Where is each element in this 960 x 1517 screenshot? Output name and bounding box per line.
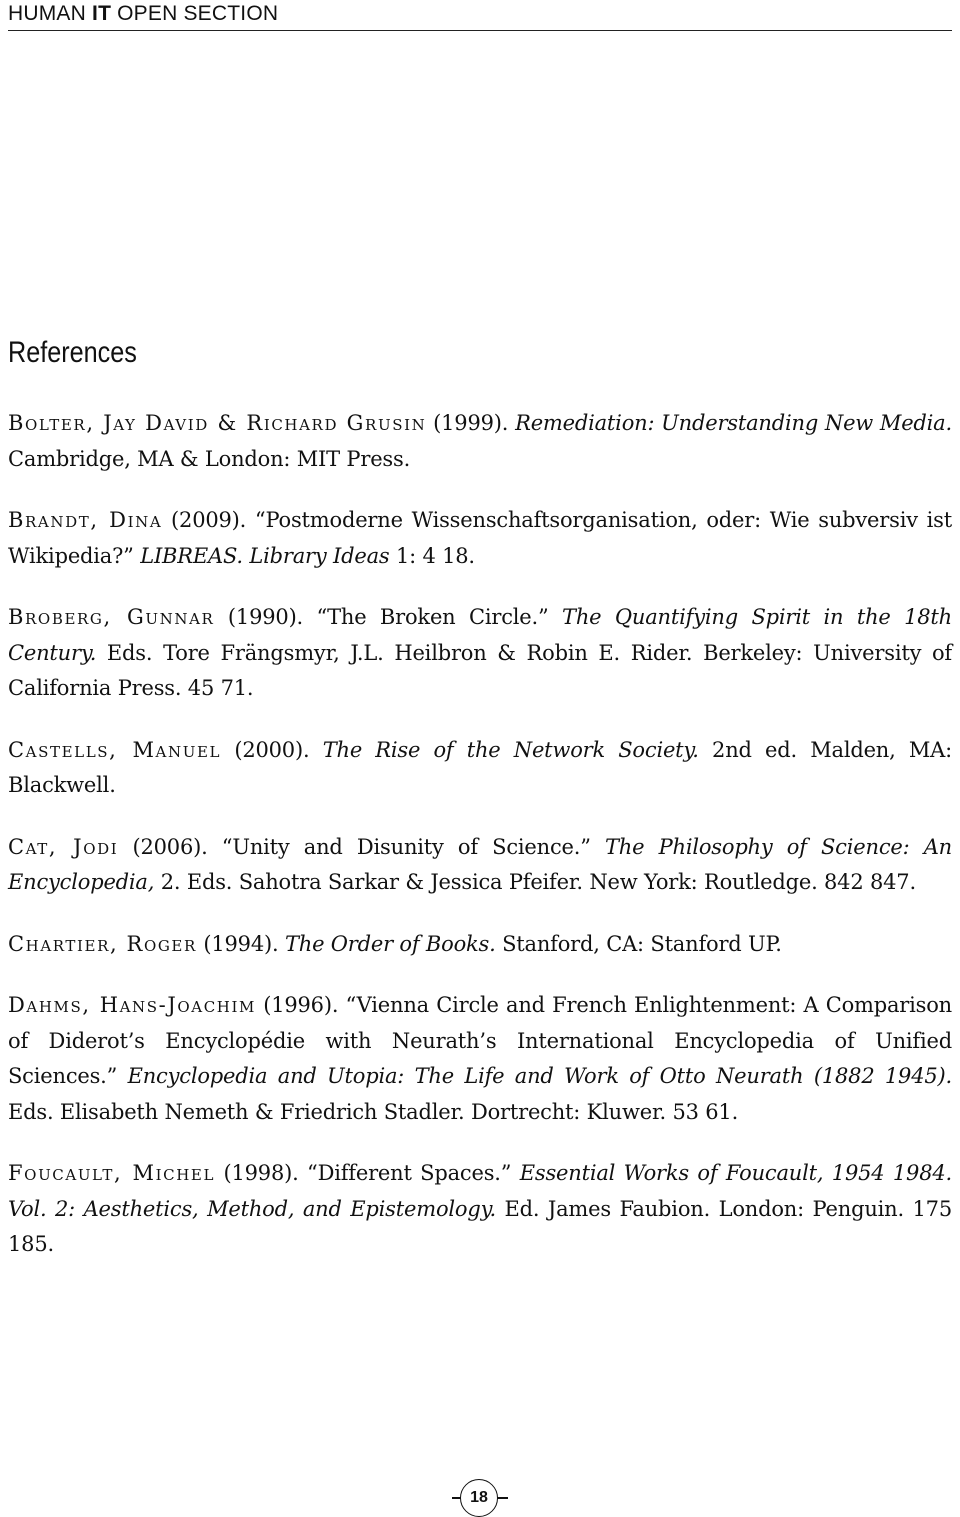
reference-title: Essential Works of Foucault, 1954 1984. Vol. 2: Aesthetics, Method, and Epistemology. xyxy=(8,1161,952,1221)
reference-title: Remediation: Understanding New Media. xyxy=(515,411,952,435)
reference-title: The Order of Books. xyxy=(284,931,496,956)
reference-title: Encyclopedia and Utopia: The Life and Work of Otto Neurath (1882 1945). xyxy=(127,1064,952,1088)
reference-entry xyxy=(8,733,952,804)
reference-text: 2nd ed. Malden, MA: Blackwell. xyxy=(8,737,952,797)
reference-text: (1998). “Different Spaces.” xyxy=(215,1161,520,1185)
reference-text: Cambridge, MA & London: MIT Press. xyxy=(8,446,411,471)
reference-entry xyxy=(8,988,952,1130)
header-part-2: IT xyxy=(92,2,112,25)
reference-text: (2000). xyxy=(221,737,323,762)
reference-entry xyxy=(8,600,952,707)
reference-author: Broberg, Gunnar xyxy=(8,605,215,629)
reference-entry xyxy=(8,830,952,901)
reference-author: Chartier, Roger xyxy=(8,931,197,956)
reference-title: The Philosophy of Science: An Encyclopedia, xyxy=(8,834,952,894)
reference-title: The Quantifying Spirit in the 18th Century. xyxy=(8,605,952,665)
reference-text: (1996). “Vienna Circle and French Enlightenment: A Comparison of Diderot’s Encyclopédie with Neurath’s International Encyclopedia of Unified Sciences.” xyxy=(8,993,952,1088)
reference-title: The Rise of the Network Society. xyxy=(322,737,699,762)
reference-text: (2006). “Unity and Disunity of Science.” xyxy=(118,834,605,859)
section-title: References xyxy=(8,336,137,369)
reference-author: Bolter, Jay David & Richard Grusin xyxy=(8,411,427,435)
reference-title: LIBREAS. Library Ideas xyxy=(140,543,390,568)
header-part-1: HUMAN xyxy=(8,2,93,25)
page-number-footer xyxy=(0,1476,960,1516)
reference-author: Cat, Jodi xyxy=(8,834,119,859)
reference-entry xyxy=(8,503,952,574)
reference-text: Ed. James Faubion. London: Penguin. 175 185. xyxy=(8,1196,952,1256)
reference-author: Castells, Manuel xyxy=(8,737,222,762)
reference-text: (1999). xyxy=(426,411,516,435)
reference-text: 2. Eds. Sahotra Sarkar & Jessica Pfeifer. New York: Routledge. 842 847. xyxy=(154,870,916,894)
running-header xyxy=(8,0,952,31)
reference-text: (1994). xyxy=(196,931,285,956)
reference-entry xyxy=(8,406,952,477)
reference-text: Stanford, CA: Stanford UP. xyxy=(495,931,782,956)
reference-list xyxy=(8,406,952,1289)
reference-author: Brandt, Dina xyxy=(8,508,163,532)
reference-text: Eds. Elisabeth Nemeth & Friedrich Stadler. Dortrecht: Kluwer. 53 61. xyxy=(8,1099,739,1124)
reference-text: 1: 4 18. xyxy=(389,543,475,568)
reference-entry xyxy=(8,1156,952,1263)
running-header-text xyxy=(8,2,278,26)
reference-author: Dahms, Hans-Joachim xyxy=(8,993,256,1017)
reference-entry xyxy=(8,927,952,963)
header-part-3: OPEN SECTION xyxy=(111,2,279,25)
reference-text: Eds. Tore Frängsmyr, J.L. Heilbron & Robin E. Rider. Berkeley: University of California Press. 45 71. xyxy=(8,640,952,700)
page-number: 18 xyxy=(460,1479,498,1517)
reference-text: (1990). “The Broken Circle.” xyxy=(214,605,563,629)
reference-author: Foucault, Michel xyxy=(8,1161,216,1185)
reference-text: (2009). “Postmoderne Wissenschaftsorganisation, oder: Wie subversiv ist Wikipedia?” xyxy=(8,508,952,568)
